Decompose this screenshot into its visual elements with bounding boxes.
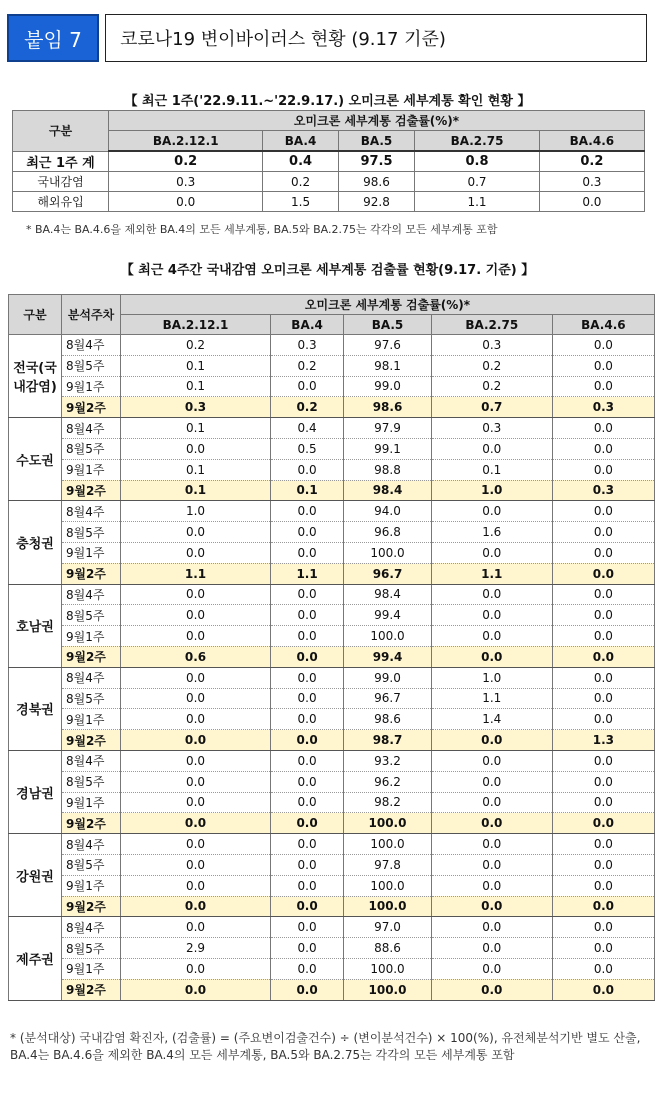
table-row bbox=[9, 563, 655, 584]
value-cell: 0.0 bbox=[552, 958, 654, 979]
value-cell: 0.0 bbox=[431, 896, 552, 917]
attachment-badge: 붙임 7 bbox=[7, 14, 99, 62]
table-row bbox=[9, 355, 655, 376]
week-label: 9월1주 bbox=[62, 958, 121, 979]
value-cell: 100.0 bbox=[344, 834, 432, 855]
value-cell: 0.0 bbox=[121, 834, 271, 855]
value-cell: 0.0 bbox=[431, 958, 552, 979]
value-cell: 2.9 bbox=[121, 938, 271, 959]
table-row bbox=[9, 730, 655, 751]
column-header: BA.2.12.1 bbox=[109, 131, 263, 152]
value-cell: 1.0 bbox=[431, 667, 552, 688]
value-cell: 0.2 bbox=[270, 355, 343, 376]
week-label: 8월4주 bbox=[62, 335, 121, 356]
value-cell: 97.5 bbox=[338, 151, 415, 172]
value-cell: 0.0 bbox=[552, 335, 654, 356]
value-cell: 0.0 bbox=[431, 438, 552, 459]
table-row bbox=[9, 709, 655, 730]
span-header: 오미크론 세부계통 검출률(%)* bbox=[109, 111, 645, 131]
table-row bbox=[9, 875, 655, 896]
value-cell: 99.0 bbox=[344, 376, 432, 397]
value-cell: 0.0 bbox=[270, 646, 343, 667]
column-header: BA.2.12.1 bbox=[121, 315, 271, 335]
value-cell: 0.0 bbox=[121, 813, 271, 834]
table-row bbox=[13, 151, 645, 172]
value-cell: 98.4 bbox=[344, 584, 432, 605]
value-cell: 0.0 bbox=[121, 667, 271, 688]
value-cell: 0.1 bbox=[431, 459, 552, 480]
value-cell: 0.0 bbox=[431, 542, 552, 563]
value-cell: 100.0 bbox=[344, 542, 432, 563]
week-label: 8월5주 bbox=[62, 938, 121, 959]
value-cell: 88.6 bbox=[344, 938, 432, 959]
week-label: 9월1주 bbox=[62, 792, 121, 813]
value-cell: 0.3 bbox=[552, 480, 654, 501]
column-header: BA.5 bbox=[344, 315, 432, 335]
value-cell: 0.0 bbox=[270, 771, 343, 792]
value-cell: 1.1 bbox=[431, 688, 552, 709]
table1-note: * BA.4는 BA.4.6을 제외한 BA.4의 모든 세부계통, BA.5와 BA.2.75는 각각의 모든 세부계통 포함 bbox=[26, 223, 498, 236]
week-label: 8월4주 bbox=[62, 750, 121, 771]
value-cell: 0.0 bbox=[270, 626, 343, 647]
value-cell: 99.1 bbox=[344, 438, 432, 459]
week-label: 9월2주 bbox=[62, 480, 121, 501]
value-cell: 0.6 bbox=[121, 646, 271, 667]
week-label: 8월5주 bbox=[62, 522, 121, 543]
row-label: 국내감염 bbox=[13, 172, 109, 192]
week-label: 9월2주 bbox=[62, 397, 121, 418]
value-cell: 1.4 bbox=[431, 709, 552, 730]
value-cell: 0.0 bbox=[270, 459, 343, 480]
week-label: 9월2주 bbox=[62, 979, 121, 1000]
value-cell: 0.0 bbox=[431, 979, 552, 1000]
value-cell: 0.0 bbox=[552, 709, 654, 730]
value-cell: 0.0 bbox=[270, 584, 343, 605]
value-cell: 93.2 bbox=[344, 750, 432, 771]
value-cell: 97.8 bbox=[344, 854, 432, 875]
value-cell: 0.0 bbox=[270, 917, 343, 938]
week-label: 8월5주 bbox=[62, 438, 121, 459]
column-header: BA.4.6 bbox=[539, 131, 644, 152]
value-cell: 0.0 bbox=[431, 792, 552, 813]
table-row bbox=[9, 542, 655, 563]
value-cell: 1.6 bbox=[431, 522, 552, 543]
week-label: 9월1주 bbox=[62, 459, 121, 480]
week-label: 9월2주 bbox=[62, 646, 121, 667]
value-cell: 0.0 bbox=[121, 730, 271, 751]
table-row bbox=[9, 522, 655, 543]
value-cell: 98.1 bbox=[344, 355, 432, 376]
value-cell: 0.0 bbox=[552, 459, 654, 480]
week-label: 8월5주 bbox=[62, 688, 121, 709]
value-cell: 0.0 bbox=[552, 563, 654, 584]
value-cell: 98.6 bbox=[344, 397, 432, 418]
value-cell: 0.0 bbox=[270, 542, 343, 563]
table-row bbox=[9, 397, 655, 418]
value-cell: 0.0 bbox=[121, 917, 271, 938]
value-cell: 0.0 bbox=[431, 605, 552, 626]
value-cell: 0.0 bbox=[121, 542, 271, 563]
table-row bbox=[13, 192, 645, 212]
col-group-header: 구분 bbox=[9, 295, 62, 335]
value-cell: 0.0 bbox=[431, 750, 552, 771]
week-label: 8월4주 bbox=[62, 917, 121, 938]
table-row bbox=[9, 646, 655, 667]
value-cell: 99.4 bbox=[344, 605, 432, 626]
value-cell: 96.2 bbox=[344, 771, 432, 792]
value-cell: 96.8 bbox=[344, 522, 432, 543]
week-label: 9월2주 bbox=[62, 563, 121, 584]
value-cell: 0.0 bbox=[431, 626, 552, 647]
value-cell: 0.2 bbox=[431, 355, 552, 376]
value-cell: 0.0 bbox=[431, 584, 552, 605]
value-cell: 0.0 bbox=[552, 792, 654, 813]
value-cell: 0.0 bbox=[270, 979, 343, 1000]
value-cell: 0.0 bbox=[552, 418, 654, 439]
week-label: 8월4주 bbox=[62, 584, 121, 605]
table-row bbox=[9, 605, 655, 626]
value-cell: 0.0 bbox=[121, 896, 271, 917]
value-cell: 0.0 bbox=[552, 355, 654, 376]
table-row bbox=[9, 938, 655, 959]
value-cell: 1.3 bbox=[552, 730, 654, 751]
value-cell: 98.7 bbox=[344, 730, 432, 751]
week-label: 8월4주 bbox=[62, 834, 121, 855]
value-cell: 0.5 bbox=[270, 438, 343, 459]
value-cell: 0.0 bbox=[270, 730, 343, 751]
value-cell: 0.0 bbox=[270, 896, 343, 917]
value-cell: 0.2 bbox=[431, 376, 552, 397]
table-row bbox=[9, 501, 655, 522]
column-header: BA.4.6 bbox=[552, 315, 654, 335]
value-cell: 0.0 bbox=[552, 626, 654, 647]
value-cell: 1.0 bbox=[431, 480, 552, 501]
value-cell: 0.0 bbox=[121, 958, 271, 979]
table-row bbox=[9, 792, 655, 813]
value-cell: 0.0 bbox=[552, 376, 654, 397]
span-header: 오미크론 세부계통 검출률(%)* bbox=[121, 295, 655, 315]
value-cell: 0.1 bbox=[121, 355, 271, 376]
value-cell: 0.0 bbox=[431, 646, 552, 667]
row-label: 해외유입 bbox=[13, 192, 109, 212]
value-cell: 0.0 bbox=[270, 376, 343, 397]
region-label: 경북권 bbox=[9, 667, 62, 750]
value-cell: 100.0 bbox=[344, 896, 432, 917]
value-cell: 0.0 bbox=[552, 854, 654, 875]
value-cell: 0.0 bbox=[539, 192, 644, 212]
value-cell: 0.1 bbox=[121, 459, 271, 480]
value-cell: 1.1 bbox=[270, 563, 343, 584]
value-cell: 0.0 bbox=[552, 875, 654, 896]
value-cell: 0.0 bbox=[121, 979, 271, 1000]
value-cell: 100.0 bbox=[344, 875, 432, 896]
table-row bbox=[9, 958, 655, 979]
value-cell: 97.0 bbox=[344, 917, 432, 938]
value-cell: 0.4 bbox=[270, 418, 343, 439]
value-cell: 100.0 bbox=[344, 979, 432, 1000]
value-cell: 0.3 bbox=[270, 335, 343, 356]
value-cell: 0.0 bbox=[552, 813, 654, 834]
value-cell: 1.1 bbox=[415, 192, 540, 212]
value-cell: 0.0 bbox=[121, 626, 271, 647]
value-cell: 0.0 bbox=[552, 896, 654, 917]
value-cell: 0.3 bbox=[109, 172, 263, 192]
value-cell: 0.0 bbox=[121, 750, 271, 771]
value-cell: 0.2 bbox=[121, 335, 271, 356]
value-cell: 0.0 bbox=[552, 646, 654, 667]
value-cell: 0.4 bbox=[263, 151, 338, 172]
value-cell: 0.0 bbox=[121, 522, 271, 543]
week-label: 8월5주 bbox=[62, 355, 121, 376]
value-cell: 0.0 bbox=[431, 938, 552, 959]
value-cell: 0.0 bbox=[270, 709, 343, 730]
value-cell: 0.3 bbox=[539, 172, 644, 192]
value-cell: 92.8 bbox=[338, 192, 415, 212]
page-header bbox=[7, 14, 647, 64]
table-row bbox=[9, 854, 655, 875]
table-row bbox=[9, 917, 655, 938]
value-cell: 0.1 bbox=[270, 480, 343, 501]
value-cell: 0.0 bbox=[552, 834, 654, 855]
region-label: 호남권 bbox=[9, 584, 62, 667]
column-header: BA.4 bbox=[263, 131, 338, 152]
value-cell: 0.0 bbox=[552, 542, 654, 563]
region-label: 전국(국내감염) bbox=[9, 335, 62, 418]
value-cell: 0.1 bbox=[121, 418, 271, 439]
table-row bbox=[9, 813, 655, 834]
value-cell: 0.0 bbox=[270, 875, 343, 896]
value-cell: 0.0 bbox=[431, 875, 552, 896]
value-cell: 0.0 bbox=[270, 605, 343, 626]
value-cell: 99.0 bbox=[344, 667, 432, 688]
page-title: 코로나19 변이바이러스 현황 (9.17 기준) bbox=[105, 14, 647, 62]
value-cell: 0.0 bbox=[270, 938, 343, 959]
value-cell: 0.0 bbox=[121, 584, 271, 605]
table-row bbox=[9, 750, 655, 771]
table2-caption: 【 최근 4주간 국내감염 오미크론 세부계통 검출률 현황(9.17. 기준) 】 bbox=[120, 263, 535, 278]
value-cell: 100.0 bbox=[344, 813, 432, 834]
value-cell: 0.0 bbox=[121, 854, 271, 875]
value-cell: 0.0 bbox=[270, 750, 343, 771]
value-cell: 100.0 bbox=[344, 958, 432, 979]
value-cell: 0.7 bbox=[415, 172, 540, 192]
table-row bbox=[9, 459, 655, 480]
column-header: BA.4 bbox=[270, 315, 343, 335]
value-cell: 0.2 bbox=[263, 172, 338, 192]
table-row bbox=[9, 418, 655, 439]
value-cell: 98.8 bbox=[344, 459, 432, 480]
week-label: 8월4주 bbox=[62, 501, 121, 522]
region-label: 강원권 bbox=[9, 834, 62, 917]
value-cell: 98.6 bbox=[338, 172, 415, 192]
week-label: 9월1주 bbox=[62, 875, 121, 896]
value-cell: 0.0 bbox=[552, 688, 654, 709]
region-label: 제주권 bbox=[9, 917, 62, 1000]
value-cell: 0.0 bbox=[552, 605, 654, 626]
week-label: 8월5주 bbox=[62, 771, 121, 792]
col-group-header: 구분 bbox=[13, 111, 109, 152]
value-cell: 94.0 bbox=[344, 501, 432, 522]
value-cell: 97.9 bbox=[344, 418, 432, 439]
value-cell: 0.0 bbox=[431, 771, 552, 792]
value-cell: 0.0 bbox=[109, 192, 263, 212]
value-cell: 98.6 bbox=[344, 709, 432, 730]
value-cell: 0.0 bbox=[270, 834, 343, 855]
value-cell: 0.0 bbox=[431, 854, 552, 875]
value-cell: 99.4 bbox=[344, 646, 432, 667]
value-cell: 0.0 bbox=[270, 854, 343, 875]
value-cell: 0.0 bbox=[270, 688, 343, 709]
value-cell: 0.8 bbox=[415, 151, 540, 172]
value-cell: 0.0 bbox=[121, 875, 271, 896]
value-cell: 0.0 bbox=[270, 958, 343, 979]
table-row bbox=[9, 335, 655, 356]
value-cell: 0.0 bbox=[552, 750, 654, 771]
value-cell: 0.3 bbox=[552, 397, 654, 418]
column-header: BA.2.75 bbox=[415, 131, 540, 152]
value-cell: 0.7 bbox=[431, 397, 552, 418]
value-cell: 1.5 bbox=[263, 192, 338, 212]
regional-detection-table bbox=[8, 294, 655, 1001]
week-label: 9월2주 bbox=[62, 730, 121, 751]
week-label: 9월1주 bbox=[62, 376, 121, 397]
week-label: 8월5주 bbox=[62, 605, 121, 626]
value-cell: 0.2 bbox=[539, 151, 644, 172]
value-cell: 0.0 bbox=[270, 813, 343, 834]
value-cell: 0.0 bbox=[270, 667, 343, 688]
region-label: 경남권 bbox=[9, 750, 62, 833]
week-label: 9월2주 bbox=[62, 813, 121, 834]
value-cell: 0.3 bbox=[431, 418, 552, 439]
value-cell: 1.0 bbox=[121, 501, 271, 522]
region-label: 충청권 bbox=[9, 501, 62, 584]
table-row bbox=[9, 438, 655, 459]
value-cell: 0.0 bbox=[270, 501, 343, 522]
table-row bbox=[9, 834, 655, 855]
value-cell: 1.1 bbox=[121, 563, 271, 584]
week-label: 9월1주 bbox=[62, 626, 121, 647]
value-cell: 1.1 bbox=[431, 563, 552, 584]
table-row bbox=[9, 688, 655, 709]
value-cell: 0.0 bbox=[270, 522, 343, 543]
value-cell: 0.2 bbox=[270, 397, 343, 418]
week-label: 8월4주 bbox=[62, 418, 121, 439]
table-row bbox=[9, 771, 655, 792]
footnote: * (분석대상) 국내감염 확진자, (검출률) = (주요변이검출건수) ÷ (변이분석건수) × 100(%), 유전체분석기반 별도 산출, BA.4는 BA.4.6을 제외한 BA.4의 모든 세부계통, BA.5와 BA.2.75는 각각의 모든 세부계통 포함 bbox=[10, 1031, 641, 1062]
value-cell: 0.0 bbox=[552, 438, 654, 459]
value-cell: 0.0 bbox=[552, 584, 654, 605]
table-row bbox=[9, 896, 655, 917]
value-cell: 98.2 bbox=[344, 792, 432, 813]
value-cell: 100.0 bbox=[344, 626, 432, 647]
column-header: BA.2.75 bbox=[431, 315, 552, 335]
value-cell: 0.0 bbox=[431, 501, 552, 522]
value-cell: 0.0 bbox=[552, 667, 654, 688]
week-label: 9월2주 bbox=[62, 896, 121, 917]
value-cell: 0.1 bbox=[121, 480, 271, 501]
table-row bbox=[9, 376, 655, 397]
week-label: 9월1주 bbox=[62, 709, 121, 730]
value-cell: 0.1 bbox=[121, 376, 271, 397]
value-cell: 0.0 bbox=[552, 501, 654, 522]
table-row bbox=[9, 584, 655, 605]
column-header: BA.5 bbox=[338, 131, 415, 152]
value-cell: 0.0 bbox=[270, 792, 343, 813]
week-label: 8월4주 bbox=[62, 667, 121, 688]
value-cell: 0.0 bbox=[552, 522, 654, 543]
value-cell: 96.7 bbox=[344, 563, 432, 584]
value-cell: 0.0 bbox=[431, 813, 552, 834]
col-week-header: 분석주차 bbox=[62, 295, 121, 335]
value-cell: 0.0 bbox=[431, 834, 552, 855]
weekly-summary-table bbox=[12, 110, 645, 212]
row-label: 최근 1주 계 bbox=[13, 151, 109, 172]
value-cell: 0.0 bbox=[431, 917, 552, 938]
value-cell: 97.6 bbox=[344, 335, 432, 356]
table-row bbox=[9, 667, 655, 688]
value-cell: 96.7 bbox=[344, 688, 432, 709]
value-cell: 0.3 bbox=[431, 335, 552, 356]
value-cell: 0.0 bbox=[431, 730, 552, 751]
value-cell: 0.0 bbox=[552, 979, 654, 1000]
value-cell: 0.0 bbox=[121, 709, 271, 730]
value-cell: 0.0 bbox=[552, 938, 654, 959]
value-cell: 0.0 bbox=[121, 792, 271, 813]
value-cell: 0.0 bbox=[121, 688, 271, 709]
value-cell: 0.0 bbox=[121, 438, 271, 459]
value-cell: 0.2 bbox=[109, 151, 263, 172]
value-cell: 0.0 bbox=[121, 771, 271, 792]
value-cell: 0.0 bbox=[552, 917, 654, 938]
value-cell: 0.0 bbox=[552, 771, 654, 792]
value-cell: 0.3 bbox=[121, 397, 271, 418]
week-label: 8월5주 bbox=[62, 854, 121, 875]
table-row bbox=[9, 480, 655, 501]
table-row bbox=[9, 979, 655, 1000]
table-row bbox=[9, 626, 655, 647]
value-cell: 98.4 bbox=[344, 480, 432, 501]
table-row bbox=[13, 172, 645, 192]
region-label: 수도권 bbox=[9, 418, 62, 501]
value-cell: 0.0 bbox=[121, 605, 271, 626]
table1-caption: 【 최근 1주('22.9.11.~'22.9.17.) 오미크론 세부계통 확인 현황 】 bbox=[124, 94, 531, 109]
week-label: 9월1주 bbox=[62, 542, 121, 563]
